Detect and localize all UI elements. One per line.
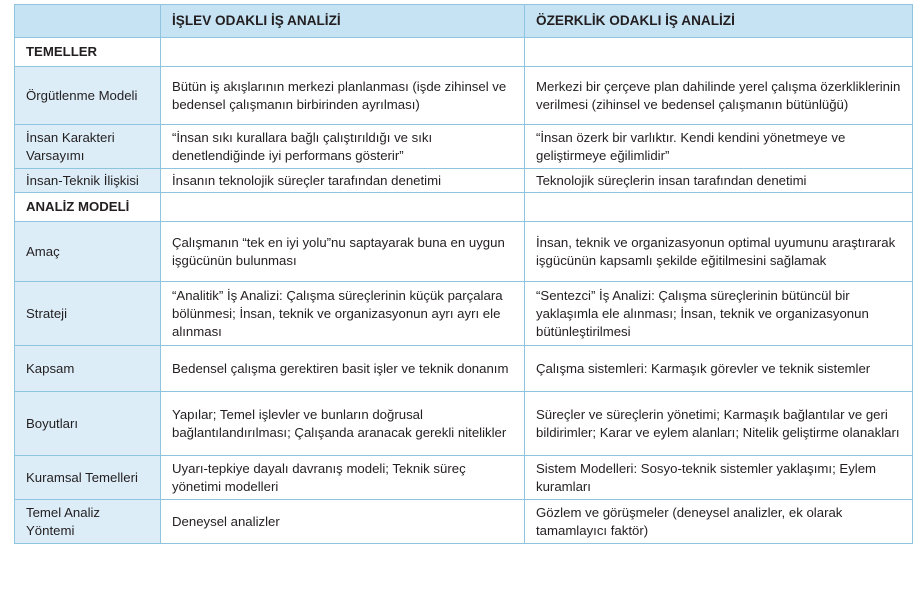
function-cell: Bedensel çalışma gerektiren basit işler ve teknik donanım [161,346,525,392]
table-row [15,67,913,125]
function-cell: Bütün iş akışlarının merkezi planlanması (işde zihinsel ve bedensel çalışmanın birbirinden ayrılması) [161,67,525,125]
function-cell: Yapılar; Temel işlevler ve bunların doğrusal bağlantılandırılması; Çalışanda aranacak gerekli nitelikler [161,392,525,456]
row-label: İnsan-Teknik İlişkisi [15,169,161,193]
header-autonomy-oriented: ÖZERKLİK ODAKLI İŞ ANALİZİ [525,5,913,38]
row-label: İnsan Karakteri Varsayımı [15,125,161,169]
row-label: Boyutları [15,392,161,456]
table-row [15,392,913,456]
section-title: TEMELLER [15,38,161,67]
autonomy-cell: Teknolojik süreçlerin insan tarafından denetimi [525,169,913,193]
table-row [15,222,913,282]
autonomy-cell: Sistem Modelleri: Sosyo-teknik sistemler yaklaşımı; Eylem kuramları [525,456,913,500]
function-cell: Deneysel analizler [161,500,525,544]
empty-cell [161,38,525,67]
row-label: Kuramsal Temelleri [15,456,161,500]
autonomy-cell: Süreçler ve süreçlerin yönetimi; Karmaşık bağlantılar ve geri bildirimler; Karar ve eylem alanları; Nitelik geliştirme olanakları [525,392,913,456]
autonomy-cell: Gözlem ve görüşmeler (deneysel analizler, ek olarak tamamlayıcı faktör) [525,500,913,544]
section-row [15,193,913,222]
function-cell: Çalışmanın “tek en iyi yolu”nu saptayarak buna en uygun işgücünün bulunması [161,222,525,282]
function-cell: “İnsan sıkı kurallara bağlı çalıştırıldığı ve sıkı denetlendiğinde iyi performans gösterir” [161,125,525,169]
table-row [15,125,913,169]
header-function-oriented: İŞLEV ODAKLI İŞ ANALİZİ [161,5,525,38]
autonomy-cell: Merkezi bir çerçeve plan dahilinde yerel çalışma özerkliklerinin verilmesi (zihinsel ve bedensel çalışmanın bütünlüğü) [525,67,913,125]
table-row [15,346,913,392]
row-label: Kapsam [15,346,161,392]
table-row [15,282,913,346]
table-row [15,456,913,500]
comparison-table [14,4,913,544]
function-cell: Uyarı-tepkiye dayalı davranış modeli; Teknik süreç yönetimi modelleri [161,456,525,500]
header-corner [15,5,161,38]
autonomy-cell: “İnsan özerk bir varlıktır. Kendi kendini yönetmeye ve geliştirmeye eğilimlidir” [525,125,913,169]
empty-cell [525,193,913,222]
section-title: ANALİZ MODELİ [15,193,161,222]
function-cell: “Analitik” İş Analizi: Çalışma süreçlerinin küçük parçalara bölünmesi; İnsan, teknik ve organizasyonun ayrı ayrı ele alınması [161,282,525,346]
row-label: Strateji [15,282,161,346]
empty-cell [525,38,913,67]
row-label: Amaç [15,222,161,282]
section-row [15,38,913,67]
table-row [15,169,913,193]
function-cell: İnsanın teknolojik süreçler tarafından denetimi [161,169,525,193]
autonomy-cell: Çalışma sistemleri: Karmaşık görevler ve teknik sistemler [525,346,913,392]
autonomy-cell: “Sentezci” İş Analizi: Çalışma süreçlerinin bütüncül bir yaklaşımla ele alınması; İnsan, teknik ve organizasyonun bütünleştirilmesi [525,282,913,346]
row-label: Örgütlenme Modeli [15,67,161,125]
header-row [15,5,913,38]
autonomy-cell: İnsan, teknik ve organizasyonun optimal uyumunu araştırarak işgücünün kapsamlı şekilde eğitilmesini sağlamak [525,222,913,282]
table-row [15,500,913,544]
row-label: Temel Analiz Yöntemi [15,500,161,544]
empty-cell [161,193,525,222]
